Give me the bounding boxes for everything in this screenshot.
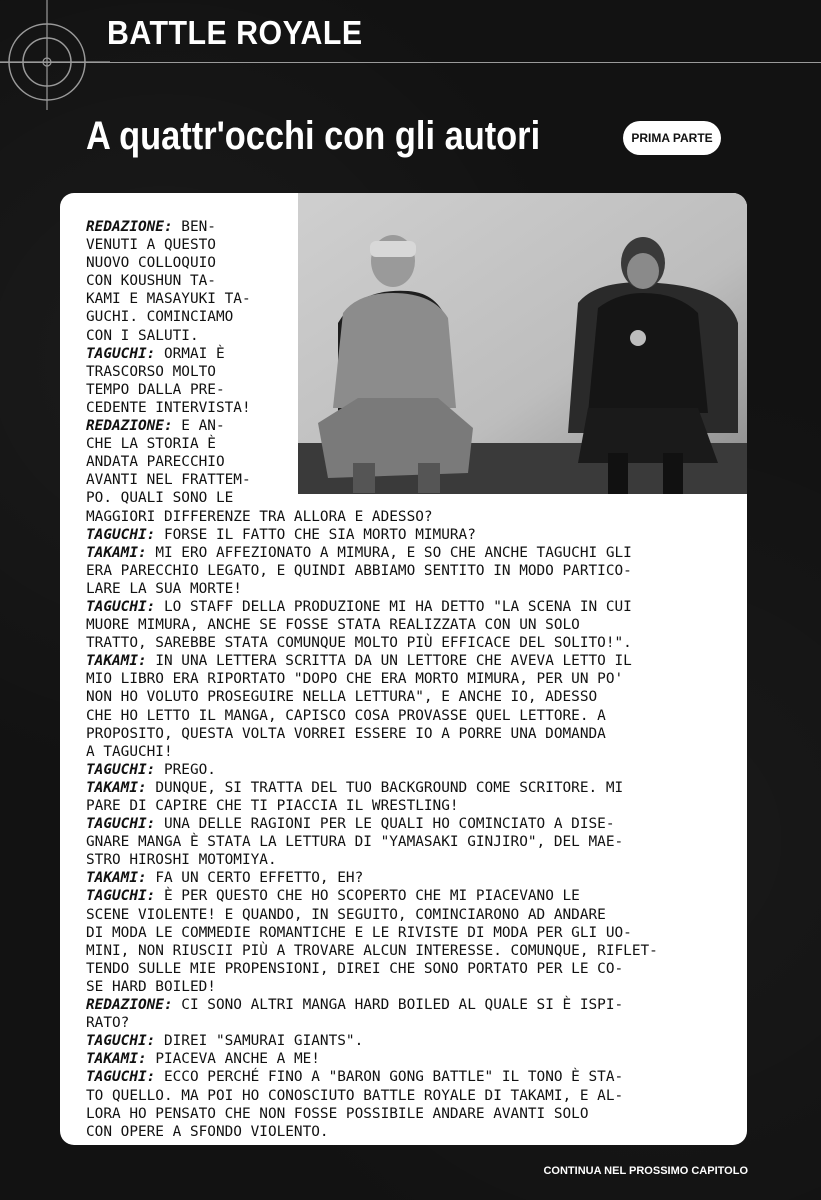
interview-line <box>86 1050 731 1068</box>
interview-line <box>86 236 731 254</box>
line-text: PROPOSITO, QUESTA VOLTA VORREI ESSERE IO A PORRE UNA DOMANDA <box>86 725 606 742</box>
interview-line <box>86 562 731 580</box>
line-text: VENUTI A QUESTO <box>86 237 216 254</box>
line-text: CON OPERE A SFONDO VIOLENTO. <box>86 1123 329 1140</box>
interview-line <box>86 1014 731 1032</box>
line-text: CHE LA STORIA È <box>86 436 216 453</box>
interview-line <box>86 1123 731 1141</box>
header-rule <box>0 62 821 63</box>
line-text: FORSE IL FATTO CHE SIA MORTO MIMURA? <box>155 526 476 543</box>
interview-line <box>86 670 731 688</box>
line-text: MAGGIORI DIFFERENZE TRA ALLORA E ADESSO? <box>86 508 433 525</box>
interview-line <box>86 1105 731 1123</box>
line-text: LARE LA SUA MORTE! <box>86 580 242 597</box>
interview-line <box>86 598 731 616</box>
interview-line <box>86 797 731 815</box>
line-text: UNA DELLE RAGIONI PER LE QUALI HO COMINCIATO A DISE- <box>155 816 615 833</box>
interview-line <box>86 725 731 743</box>
line-text: NON HO VOLUTO PROSEGUIRE NELLA LETTURA", E ANCHE IO, ADESSO <box>86 689 598 706</box>
speaker-label: TAGUCHI: <box>86 598 156 615</box>
interview-line <box>86 508 731 526</box>
line-text: TEMPO DALLA PRE- <box>86 381 225 398</box>
speaker-label: TAKAMI: <box>86 544 147 561</box>
line-text: MINI, NON RIUSCII PIÙ A TROVARE ALCUN INTERESSE. COMUNQUE, RIFLET- <box>86 942 658 959</box>
interview-line <box>86 634 731 652</box>
speaker-label: REDAZIONE: <box>86 219 173 235</box>
speaker-label: TAGUCHI: <box>86 345 156 362</box>
interview-line <box>86 345 731 363</box>
speaker-label: TAGUCHI: <box>86 526 156 543</box>
interview-line <box>86 1032 731 1050</box>
line-text: FA UN CERTO EFFETTO, EH? <box>146 870 364 887</box>
interview-line <box>86 489 731 507</box>
line-text: CI SONO ALTRI MANGA HARD BOILED AL QUALE SI È ISPI- <box>172 997 624 1014</box>
interview-line <box>86 435 731 453</box>
interview-line <box>86 743 731 761</box>
interview-line <box>86 652 731 670</box>
article-title: A quattr'occhi con gli autori <box>86 114 541 158</box>
line-text: RATO? <box>86 1015 130 1032</box>
interview-line <box>86 218 731 236</box>
line-text: CHE HO LETTO IL MANGA, CAPISCO COSA PROVASSE QUEL LETTORE. A <box>86 707 606 724</box>
speaker-label: TAKAMI: <box>86 779 147 796</box>
interview-line <box>86 761 731 779</box>
part-badge: PRIMA PARTE <box>623 121 721 155</box>
interview-line <box>86 996 731 1014</box>
series-title: BATTLE ROYALE <box>107 14 363 51</box>
line-text: DI MODA LE COMMEDIE ROMANTICHE E LE RIVISTE DI MODA PER GLI UO- <box>86 924 632 941</box>
interview-line <box>86 869 731 887</box>
line-text: ERA PARECCHIO LEGATO, E QUINDI ABBIAMO SENTITO IN MODO PARTICO- <box>86 562 632 579</box>
interview-text <box>86 218 731 1141</box>
speaker-label: TAGUCHI: <box>86 816 156 833</box>
crosshair-target-icon <box>0 0 110 110</box>
speaker-label: REDAZIONE: <box>86 418 173 435</box>
interview-line <box>86 308 731 326</box>
line-text: CON I SALUTI. <box>86 327 199 344</box>
interview-line <box>86 526 731 544</box>
interview-line <box>86 978 731 996</box>
line-text: IN UNA LETTERA SCRITTA DA UN LETTORE CHE AVEVA LETTO IL <box>146 653 632 670</box>
line-text: A TAGUCHI! <box>86 743 173 760</box>
line-text: STRO HIROSHI MOTOMIYA. <box>86 852 277 869</box>
line-text: CON KOUSHUN TA- <box>86 273 216 290</box>
line-text: PIACEVA ANCHE A ME! <box>146 1051 320 1068</box>
line-text: NUOVO COLLOQUIO <box>86 255 216 272</box>
interview-line <box>86 1087 731 1105</box>
interview-line <box>86 688 731 706</box>
interview-line <box>86 815 731 833</box>
line-text: GNARE MANGA È STATA LA LETTURA DI "YAMASAKI GINJIRO", DEL MAE- <box>86 834 624 851</box>
line-text: TO QUELLO. MA POI HO CONOSCIUTO BATTLE ROYALE DI TAKAMI, E AL- <box>86 1087 624 1104</box>
line-text: CEDENTE INTERVISTA! <box>86 399 251 416</box>
interview-line <box>86 1068 731 1086</box>
interview-line <box>86 851 731 869</box>
line-text: LO STAFF DELLA PRODUZIONE MI HA DETTO "LA SCENA IN CUI <box>155 598 632 615</box>
line-text: ECCO PERCHÉ FINO A "BARON GONG BATTLE" IL TONO È STA- <box>155 1069 624 1086</box>
line-text: ANDATA PARECCHIO <box>86 454 225 471</box>
line-text: LORA HO PENSATO CHE NON FOSSE POSSIBILE ANDARE AVANTI SOLO <box>86 1105 589 1122</box>
line-text: TRASCORSO MOLTO <box>86 363 216 380</box>
speaker-label: TAGUCHI: <box>86 888 156 905</box>
line-text: PARE DI CAPIRE CHE TI PIACCIA IL WRESTLING! <box>86 798 459 814</box>
interview-line <box>86 924 731 942</box>
interview-line <box>86 272 731 290</box>
speaker-label: TAKAMI: <box>86 653 147 670</box>
speaker-label: TAGUCHI: <box>86 1033 156 1050</box>
line-text: DUNQUE, SI TRATTA DEL TUO BACKGROUND COME SCRITORE. MI <box>146 779 624 796</box>
line-text: PREGO. <box>155 761 216 778</box>
interview-line <box>86 580 731 598</box>
interview-line <box>86 327 731 345</box>
interview-line <box>86 616 731 634</box>
interview-line <box>86 381 731 399</box>
speaker-label: TAKAMI: <box>86 1051 147 1068</box>
line-text: MUORE MIMURA, ANCHE SE FOSSE STATA REALIZZATA CON UN SOLO <box>86 617 580 634</box>
speaker-label: TAKAMI: <box>86 870 147 887</box>
interview-line <box>86 544 731 562</box>
line-text: BEN- <box>172 219 216 235</box>
line-text: GUCHI. COMINCIAMO <box>86 309 234 326</box>
speaker-label: TAGUCHI: <box>86 761 156 778</box>
line-text: E AN- <box>172 418 225 435</box>
continue-notice: CONTINUA NEL PROSSIMO CAPITOLO <box>543 1165 748 1177</box>
line-text: MI ERO AFFEZIONATO A MIMURA, E SO CHE ANCHE TAGUCHI GLI <box>146 544 632 561</box>
interview-line <box>86 471 731 489</box>
line-text: SE HARD BOILED! <box>86 978 216 995</box>
speaker-label: REDAZIONE: <box>86 997 173 1014</box>
interview-line <box>86 399 731 417</box>
interview-line <box>86 906 731 924</box>
interview-line <box>86 453 731 471</box>
interview-line <box>86 363 731 381</box>
interview-line <box>86 417 731 435</box>
line-text: PO. QUALI SONO LE <box>86 490 234 507</box>
line-text: TENDO SULLE MIE PROPENSIONI, DIREI CHE SONO PORTATO PER LE CO- <box>86 960 624 977</box>
line-text: ORMAI È <box>155 345 225 362</box>
interview-line <box>86 833 731 851</box>
speaker-label: TAGUCHI: <box>86 1069 156 1086</box>
interview-line <box>86 960 731 978</box>
line-text: KAMI E MASAYUKI TA- <box>86 291 251 308</box>
line-text: MIO LIBRO ERA RIPORTATO "DOPO CHE ERA MORTO MIMURA, PER UN PO' <box>86 671 624 688</box>
line-text: AVANTI NEL FRATTEM- <box>86 472 251 489</box>
interview-line <box>86 707 731 725</box>
interview-line <box>86 942 731 960</box>
interview-line <box>86 779 731 797</box>
line-text: TRATTO, SAREBBE STATA COMUNQUE MOLTO PIÙ EFFICACE DEL SOLITO!". <box>86 635 632 652</box>
line-text: DIREI "SAMURAI GIANTS". <box>155 1033 364 1050</box>
interview-line <box>86 290 731 308</box>
interview-line <box>86 887 731 905</box>
line-text: SCENE VIOLENTE! E QUANDO, IN SEGUITO, COMINCIARONO AD ANDARE <box>86 906 606 923</box>
interview-line <box>86 254 731 272</box>
line-text: È PER QUESTO CHE HO SCOPERTO CHE MI PIACEVANO LE <box>155 888 580 905</box>
